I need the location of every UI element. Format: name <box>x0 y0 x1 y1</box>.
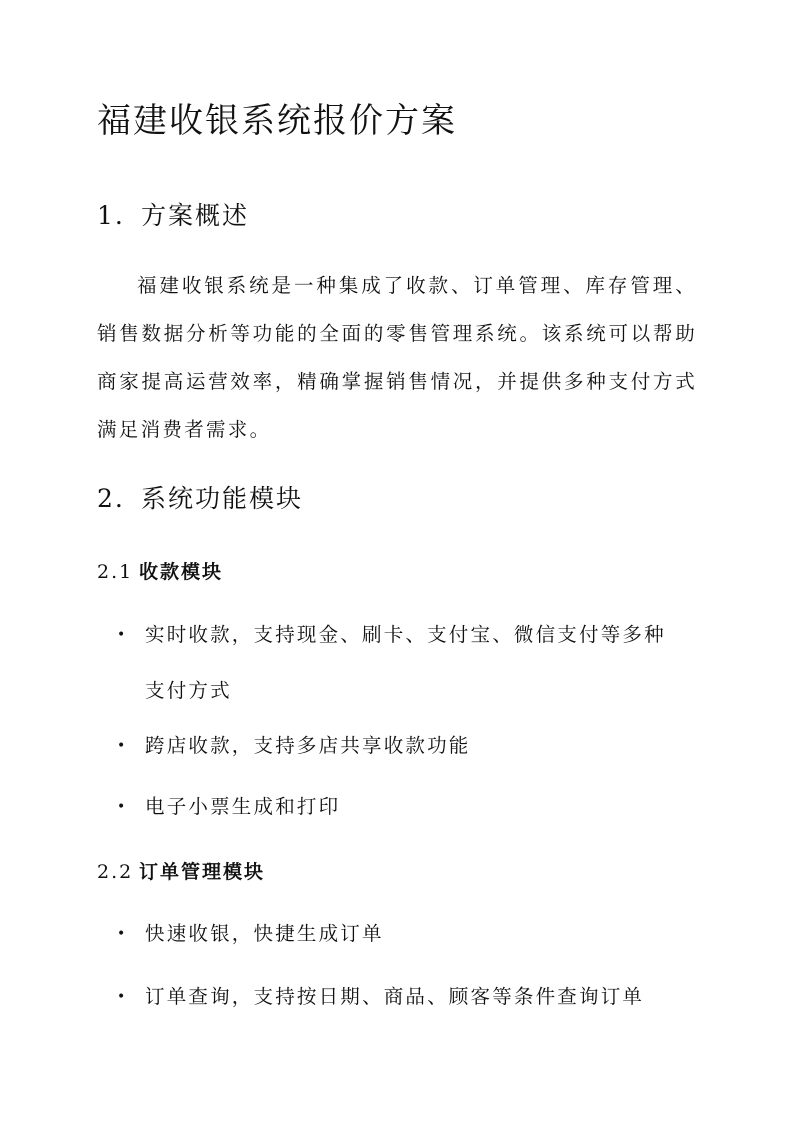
subsection-2-2-heading <box>97 857 265 884</box>
subsection-2-1-heading <box>97 557 223 584</box>
bullet-icon: • <box>117 799 128 815</box>
bullet-icon: • <box>117 926 128 942</box>
list-item <box>117 718 677 774</box>
subsection-2-1-number: 2.1 <box>97 561 134 583</box>
list-item <box>117 906 677 962</box>
section-1-number: 1. <box>97 201 125 230</box>
section-2-title: 系统功能模块 <box>141 484 304 513</box>
document-title: 福建收银系统报价方案 <box>97 101 457 141</box>
section-1-title: 方案概述 <box>141 201 250 230</box>
list-item <box>117 607 677 719</box>
subsection-2-2-title: 订单管理模块 <box>139 861 266 883</box>
section-2-heading <box>97 479 303 515</box>
list-item <box>117 969 677 1025</box>
list-item-text: 实时收款，支持现金、刷卡、支付宝、微信支付等多种支付方式 <box>145 623 666 702</box>
list-item <box>117 779 677 835</box>
list-item-text: 订单查询，支持按日期、商品、顾客等条件查询订单 <box>145 985 645 1008</box>
section-1-paragraph: 福建收银系统是一种集成了收款、订单管理、库存管理、销售数据分析等功能的全面的零售管理系统。该系统可以帮助商家提高运营效率，精确掌握销售情况，并提供多种支付方式满足消费者需求。 <box>97 274 697 441</box>
list-item-text: 电子小票生成和打印 <box>145 795 341 818</box>
bullet-icon: • <box>117 627 128 643</box>
list-item-text: 跨店收款，支持多店共享收款功能 <box>145 734 471 757</box>
subsection-2-2-number: 2.2 <box>97 861 134 883</box>
bullet-icon: • <box>117 989 128 1005</box>
list-item-text: 快速收银，快捷生成订单 <box>145 922 384 945</box>
section-1-heading <box>97 196 249 232</box>
bullet-icon: • <box>117 738 128 754</box>
section-2-number: 2. <box>97 484 125 513</box>
subsection-2-1-title: 收款模块 <box>139 561 224 583</box>
